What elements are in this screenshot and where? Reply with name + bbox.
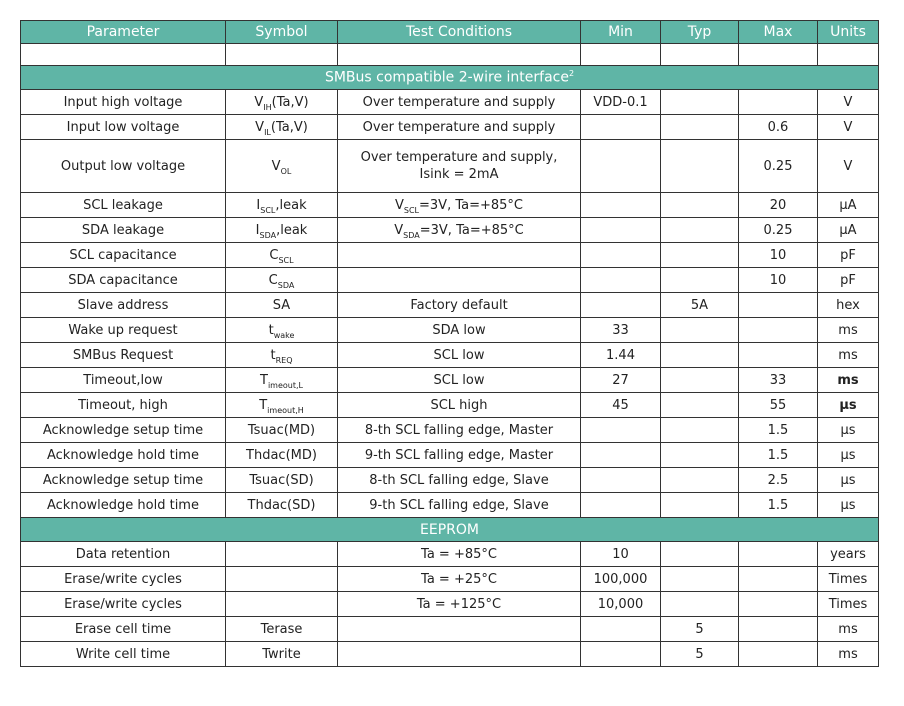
typ-cell: [661, 140, 739, 193]
min-cell: [581, 293, 661, 318]
parameter-cell: Write cell time: [21, 642, 226, 667]
typ-cell: [661, 368, 739, 393]
max-cell: 20: [739, 193, 818, 218]
symbol-cell: [226, 592, 338, 617]
header-parameter: Parameter: [21, 21, 226, 44]
parameter-cell: SDA capacitance: [21, 268, 226, 293]
max-cell: 10: [739, 268, 818, 293]
parameter-cell: Erase cell time: [21, 617, 226, 642]
parameter-cell: SMBus Request: [21, 343, 226, 368]
min-cell: VDD-0.1: [581, 90, 661, 115]
symbol-cell: Thdac(MD): [226, 443, 338, 468]
table-row: [21, 115, 879, 140]
units-cell: μA: [818, 193, 879, 218]
conditions-cell: SDA low: [338, 318, 581, 343]
max-cell: [739, 293, 818, 318]
symbol-subscript: OL: [280, 166, 292, 176]
table-row: [21, 368, 879, 393]
min-cell: [581, 642, 661, 667]
symbol-base: t: [270, 347, 276, 363]
conditions-cell: Factory default: [338, 293, 581, 318]
conditions-cell: Ta = +125°C: [338, 592, 581, 617]
symbol-cell: Tsuac(SD): [226, 468, 338, 493]
symbol-cell: Terase: [226, 617, 338, 642]
max-cell: [739, 343, 818, 368]
min-cell: 27: [581, 368, 661, 393]
table-row: [21, 418, 879, 443]
min-cell: 10: [581, 542, 661, 567]
min-cell: [581, 418, 661, 443]
units-cell: μs: [818, 493, 879, 518]
typ-cell: [661, 393, 739, 418]
min-cell: [581, 243, 661, 268]
units-cell: ms: [818, 642, 879, 667]
parameter-cell: Input high voltage: [21, 90, 226, 115]
conditions-cell: Ta = +25°C: [338, 567, 581, 592]
conditions-suffix: =3V, Ta=+85°C: [419, 222, 524, 238]
blank-cell: [661, 44, 739, 66]
typ-cell: 5: [661, 642, 739, 667]
units-cell: μA: [818, 218, 879, 243]
conditions-cell: [338, 268, 581, 293]
conditions-cell: 9-th SCL falling edge, Slave: [338, 493, 581, 518]
symbol-subscript: imeout,H: [267, 405, 304, 415]
footnote-marker: 2: [568, 69, 575, 79]
header-min: Min: [581, 21, 661, 44]
section-title-cell: [21, 518, 879, 542]
table-row: [21, 140, 879, 193]
conditions-cell: [338, 617, 581, 642]
conditions-cell: [338, 642, 581, 667]
units-cell: V: [818, 140, 879, 193]
electrical-characteristics-table: [20, 20, 879, 667]
max-cell: 1.5: [739, 493, 818, 518]
conditions-subscript: SDA: [403, 230, 420, 240]
max-cell: 1.5: [739, 418, 818, 443]
symbol-subscript: imeout,L: [267, 380, 303, 390]
typ-cell: [661, 567, 739, 592]
table-row: [21, 567, 879, 592]
table-row: [21, 443, 879, 468]
min-cell: 1.44: [581, 343, 661, 368]
max-cell: [739, 542, 818, 567]
conditions-suffix: =3V, Ta=+85°C: [419, 197, 523, 213]
parameter-cell: Acknowledge setup time: [21, 418, 226, 443]
units-cell: μs: [818, 443, 879, 468]
table-row: [21, 642, 879, 667]
symbol-cell: [226, 90, 338, 115]
typ-cell: [661, 193, 739, 218]
parameter-cell: Acknowledge hold time: [21, 493, 226, 518]
units-cell: Times: [818, 592, 879, 617]
table-row: [21, 318, 879, 343]
min-cell: [581, 218, 661, 243]
table-row: [21, 90, 879, 115]
units-cell: Times: [818, 567, 879, 592]
units-cell: V: [818, 115, 879, 140]
symbol-base: I: [256, 197, 261, 213]
parameter-cell: Timeout, high: [21, 393, 226, 418]
typ-cell: [661, 318, 739, 343]
symbol-subscript: SCL: [260, 205, 276, 215]
symbol-cell: [226, 243, 338, 268]
max-cell: [739, 90, 818, 115]
parameter-cell: Acknowledge setup time: [21, 468, 226, 493]
symbol-subscript: wake: [273, 330, 295, 340]
max-cell: [739, 642, 818, 667]
parameter-cell: SCL capacitance: [21, 243, 226, 268]
typ-cell: [661, 592, 739, 617]
table-row: [21, 393, 879, 418]
symbol-base: V: [271, 158, 281, 174]
typ-cell: [661, 90, 739, 115]
parameter-cell: SCL leakage: [21, 193, 226, 218]
symbol-suffix: ,leak: [275, 197, 307, 213]
symbol-cell: [226, 140, 338, 193]
conditions-cell: 8-th SCL falling edge, Slave: [338, 468, 581, 493]
blank-cell: [818, 44, 879, 66]
blank-cell: [581, 44, 661, 66]
max-cell: 10: [739, 243, 818, 268]
min-cell: [581, 115, 661, 140]
symbol-subscript: SCL: [278, 255, 294, 265]
conditions-cell: 9-th SCL falling edge, Master: [338, 443, 581, 468]
min-cell: [581, 443, 661, 468]
units-cell: ms: [818, 368, 879, 393]
units-cell: μs: [818, 418, 879, 443]
symbol-subscript: IL: [264, 127, 271, 137]
typ-cell: [661, 443, 739, 468]
conditions-cell: SCL low: [338, 343, 581, 368]
min-cell: [581, 617, 661, 642]
typ-cell: [661, 468, 739, 493]
table-row: [21, 193, 879, 218]
symbol-cell: [226, 218, 338, 243]
units-cell: hex: [818, 293, 879, 318]
min-cell: [581, 140, 661, 193]
max-cell: 33: [739, 368, 818, 393]
table-row: [21, 617, 879, 642]
symbol-cell: [226, 567, 338, 592]
parameter-cell: Acknowledge hold time: [21, 443, 226, 468]
conditions-base: V: [394, 222, 404, 238]
min-cell: 10,000: [581, 592, 661, 617]
table-row: [21, 268, 879, 293]
units-cell: V: [818, 90, 879, 115]
section-eeprom: [21, 518, 879, 542]
min-cell: [581, 493, 661, 518]
typ-cell: [661, 218, 739, 243]
header-typ: Typ: [661, 21, 739, 44]
symbol-base: T: [259, 397, 268, 413]
symbol-subscript: IH: [263, 102, 272, 112]
typ-cell: [661, 343, 739, 368]
parameter-cell: Slave address: [21, 293, 226, 318]
min-cell: [581, 268, 661, 293]
symbol-cell: [226, 542, 338, 567]
header-symbol: Symbol: [226, 21, 338, 44]
typ-cell: [661, 115, 739, 140]
units-cell: pF: [818, 268, 879, 293]
units-cell: pF: [818, 243, 879, 268]
conditions-cell: SCL low: [338, 368, 581, 393]
min-cell: 100,000: [581, 567, 661, 592]
max-cell: [739, 318, 818, 343]
table-row: [21, 493, 879, 518]
symbol-cell: [226, 193, 338, 218]
conditions-cell: Over temperature and supply: [338, 115, 581, 140]
parameter-cell: Wake up request: [21, 318, 226, 343]
typ-cell: [661, 542, 739, 567]
section-title: SMBus compatible 2-wire interface: [324, 69, 569, 86]
eeprom-rows: [21, 542, 879, 667]
symbol-base: T: [260, 372, 268, 388]
min-cell: 45: [581, 393, 661, 418]
symbol-cell: [226, 115, 338, 140]
parameter-cell: SDA leakage: [21, 218, 226, 243]
max-cell: 1.5: [739, 443, 818, 468]
table-row: [21, 243, 879, 268]
header-units: Units: [818, 21, 879, 44]
section-smbus: [21, 66, 879, 90]
symbol-base: I: [255, 222, 260, 238]
units-cell: ms: [818, 343, 879, 368]
parameter-cell: Erase/write cycles: [21, 592, 226, 617]
conditions-cell: 8-th SCL falling edge, Master: [338, 418, 581, 443]
header-row: [21, 21, 879, 44]
blank-cell: [21, 44, 226, 66]
symbol-cell: [226, 393, 338, 418]
header-test-conditions: Test Conditions: [338, 21, 581, 44]
max-cell: 0.25: [739, 140, 818, 193]
blank-cell: [226, 44, 338, 66]
parameter-cell: Output low voltage: [21, 140, 226, 193]
parameter-cell: Timeout,low: [21, 368, 226, 393]
blank-cell: [739, 44, 818, 66]
table-row: [21, 343, 879, 368]
min-cell: [581, 468, 661, 493]
conditions-base: V: [394, 197, 404, 213]
parameter-cell: Erase/write cycles: [21, 567, 226, 592]
units-cell: μs: [818, 393, 879, 418]
max-cell: [739, 567, 818, 592]
conditions-cell: [338, 140, 581, 193]
parameter-cell: Input low voltage: [21, 115, 226, 140]
conditions-line-2: Isink = 2mA: [419, 167, 499, 182]
symbol-base: V: [255, 119, 265, 135]
units-cell: ms: [818, 617, 879, 642]
units-cell: years: [818, 542, 879, 567]
symbol-suffix: ,leak: [276, 222, 308, 238]
smbus-rows: [21, 90, 879, 518]
section-title-cell: [21, 66, 879, 90]
symbol-base: t: [268, 322, 274, 338]
conditions-cell: Ta = +85°C: [338, 542, 581, 567]
symbol-cell: [226, 368, 338, 393]
symbol-base: C: [269, 247, 279, 263]
typ-cell: [661, 418, 739, 443]
conditions-subscript: SCL: [403, 205, 420, 215]
symbol-suffix: (Ta,V): [270, 119, 308, 135]
symbol-suffix: (Ta,V): [271, 94, 309, 110]
table-row: [21, 218, 879, 243]
symbol-base: C: [268, 272, 278, 288]
max-cell: 0.6: [739, 115, 818, 140]
typ-cell: [661, 268, 739, 293]
parameter-cell: Data retention: [21, 542, 226, 567]
table-row: [21, 592, 879, 617]
symbol-base: V: [254, 94, 264, 110]
table-row: [21, 542, 879, 567]
max-cell: [739, 592, 818, 617]
symbol-cell: [226, 318, 338, 343]
symbol-subscript: REQ: [275, 355, 293, 365]
symbol-cell: [226, 343, 338, 368]
max-cell: 55: [739, 393, 818, 418]
blank-cell: [338, 44, 581, 66]
typ-cell: 5: [661, 617, 739, 642]
conditions-cell: [338, 193, 581, 218]
typ-cell: [661, 243, 739, 268]
conditions-cell: [338, 218, 581, 243]
symbol-cell: Thdac(SD): [226, 493, 338, 518]
header-max: Max: [739, 21, 818, 44]
table-row: [21, 293, 879, 318]
typ-cell: [661, 493, 739, 518]
max-cell: 0.25: [739, 218, 818, 243]
symbol-subscript: SDA: [277, 280, 295, 290]
max-cell: 2.5: [739, 468, 818, 493]
blank-row: [21, 44, 879, 66]
symbol-cell: SA: [226, 293, 338, 318]
min-cell: 33: [581, 318, 661, 343]
units-cell: ms: [818, 318, 879, 343]
conditions-line-1: Over temperature and supply,: [360, 150, 558, 165]
symbol-cell: Twrite: [226, 642, 338, 667]
conditions-cell: SCL high: [338, 393, 581, 418]
conditions-cell: [338, 243, 581, 268]
units-cell: μs: [818, 468, 879, 493]
conditions-cell: Over temperature and supply: [338, 90, 581, 115]
symbol-subscript: SDA: [259, 230, 277, 240]
table-row: [21, 468, 879, 493]
min-cell: [581, 193, 661, 218]
symbol-cell: Tsuac(MD): [226, 418, 338, 443]
section-title: EEPROM: [420, 521, 479, 538]
max-cell: [739, 617, 818, 642]
symbol-cell: [226, 268, 338, 293]
typ-cell: 5A: [661, 293, 739, 318]
